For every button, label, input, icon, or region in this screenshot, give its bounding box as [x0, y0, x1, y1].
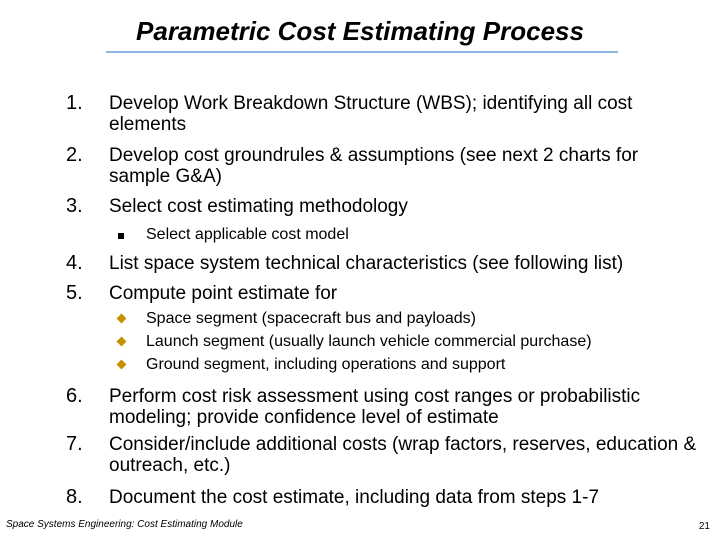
step-text: Develop Work Breakdown Structure (WBS); identifying all cost elements — [109, 93, 633, 135]
step-text: Consider/include additional costs (wrap factors, reserves, education & outreach, etc.) — [109, 434, 697, 476]
diamond-bullet-icon — [117, 337, 127, 347]
sub-item — [0, 225, 720, 249]
diamond-bullet-icon — [117, 360, 127, 370]
step-number: 2. — [66, 144, 83, 166]
step-text: Develop cost groundrules & assumptions (see next 2 charts for sample G&A) — [109, 145, 639, 187]
footer-course-title: Space Systems Engineering: Cost Estimating Module — [6, 519, 243, 530]
sub-item-text: Ground segment, including operations and support — [146, 356, 506, 373]
step-number: 1. — [66, 92, 83, 114]
step-number: 8. — [66, 486, 83, 508]
step-text: Document the cost estimate, including data from steps 1-7 — [109, 487, 600, 508]
step-number: 7. — [66, 433, 83, 455]
diamond-bullet-icon — [117, 314, 127, 324]
page-number: 21 — [698, 521, 710, 532]
step-text: List space system technical characteristics (see following list) — [109, 253, 624, 274]
title-underline — [106, 51, 618, 53]
step-text: Compute point estimate for — [109, 283, 338, 304]
step-number: 5. — [66, 282, 83, 304]
step-number: 4. — [66, 252, 83, 274]
square-bullet-icon — [118, 233, 124, 239]
step-text: Select cost estimating methodology — [109, 196, 408, 217]
sub-item — [0, 332, 720, 356]
sub-item-text: Select applicable cost model — [146, 226, 349, 243]
sub-item — [0, 355, 720, 379]
sub-item-text: Space segment (spacecraft bus and payloads) — [146, 310, 476, 327]
sub-item — [0, 309, 720, 333]
slide-title: Parametric Cost Estimating Process — [136, 16, 584, 46]
step-number: 3. — [66, 195, 83, 217]
sub-item-text: Launch segment (usually launch vehicle commercial purchase) — [146, 333, 592, 350]
step-number: 6. — [66, 385, 83, 407]
step-text: Perform cost risk assessment using cost ranges or probabilistic modeling; provide confidence level of estimate — [109, 386, 641, 428]
